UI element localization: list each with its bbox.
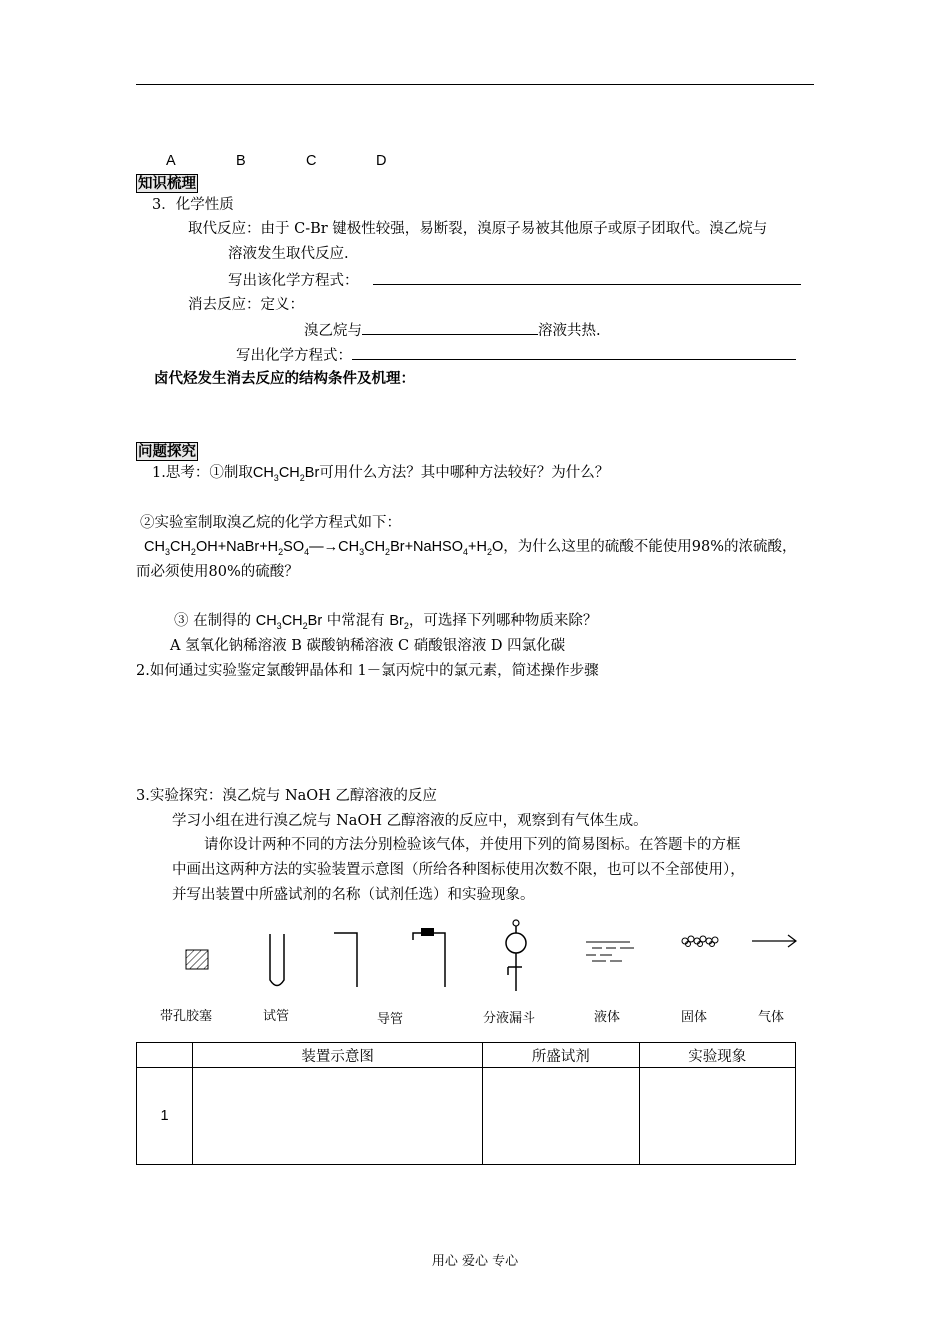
page-footer: 用心 爱心 专心	[431, 1254, 519, 1269]
question-1	[152, 464, 609, 482]
formula-ch3ch2br: $CH_3CH_2Br$	[252, 465, 320, 483]
icon-label-solid: 固体	[681, 1010, 708, 1025]
icon-label-liquid: 液体	[594, 1010, 621, 1025]
icon-label-test-tube: 试管	[263, 1009, 290, 1024]
answer-table	[136, 1042, 796, 1165]
mechanism-question: 卤代烃发生消去反应的结构条件及机理：	[154, 370, 415, 387]
elimination-line	[304, 320, 601, 340]
question-3-line2: 请你设计两种不同的方法分别检验该气体，并使用下列的简易图标。在答题卡的方框	[204, 837, 741, 853]
table-header-diagram: 装置示意图	[193, 1043, 483, 1068]
section-heading-knowledge: 知识梳理	[138, 175, 196, 192]
liquid-icon	[586, 942, 634, 961]
gas-arrow-icon	[752, 935, 796, 947]
q1-prefix: 1.思考：①制取	[152, 465, 253, 481]
table-header-reagent: 所盛试剂	[483, 1043, 639, 1068]
table-header-blank	[137, 1043, 193, 1068]
question-1c-options: A 氢氧化钠稀溶液 B 碳酸钠稀溶液 C 硝酸银溶液 D 四氯化碳	[170, 638, 566, 654]
reagent-blank[interactable]	[362, 320, 538, 335]
write-equation-2-label: 写出化学方程式：	[236, 348, 352, 364]
table-header-phenomenon: 实验现象	[639, 1043, 795, 1068]
funnel-icon	[506, 920, 526, 991]
tube-icon	[334, 933, 357, 987]
question-3-title: 3.实验探究：溴乙烷与 NaOH 乙醇溶液的反应	[136, 788, 437, 804]
equation-blank-2[interactable]	[352, 345, 796, 360]
table-row	[137, 1068, 796, 1165]
apparatus-icons	[130, 915, 810, 995]
formula-br2: $Br_2$	[389, 613, 409, 631]
table-cell-phenomenon[interactable]	[639, 1068, 795, 1165]
option-a: A	[166, 153, 176, 169]
icon-label-funnel: 分液漏斗	[483, 1011, 536, 1026]
question-1b: ②实验室制取溴乙烷的化学方程式如下：	[140, 515, 401, 531]
equation-line	[144, 538, 797, 556]
question-2: 2.如何通过实验鉴定氯酸钾晶体和 1－氯丙烷中的氯元素，简述操作步骤	[136, 663, 599, 679]
question-1b-line2: 而必须使用80%的硫酸？	[136, 564, 299, 580]
reaction-equation: $CH_3CH_2OH+NaBr+H_2SO_4―\to CH_3CH_2Br+NaHSO_4+H_2O$	[144, 539, 504, 557]
elimination-prefix: 溴乙烷与	[304, 323, 362, 339]
solid-icon	[682, 936, 718, 947]
equation-suffix: ，为什么这里的硫酸不能使用98%的浓硫酸，	[503, 539, 797, 555]
test-tube-icon	[270, 934, 284, 986]
question-3-line3: 中画出这两种方法的实验装置示意图（所给各种图标使用次数不限，也可以不全部使用），	[172, 862, 745, 878]
item3-title: 3．化学性质	[152, 197, 234, 213]
q1c-prefix: ③ 在制得的	[174, 613, 252, 629]
table-cell-index: 1	[137, 1068, 193, 1165]
question-1c	[174, 612, 597, 630]
write-equation-1	[228, 270, 801, 290]
option-b: B	[236, 153, 246, 169]
option-c: C	[306, 153, 317, 169]
q1c-middle: 中常混有	[326, 613, 385, 629]
elimination-suffix: 溶液共热.	[538, 323, 601, 339]
icon-label-gas: 气体	[758, 1010, 785, 1025]
section-heading-inquiry: 问题探究	[138, 443, 196, 460]
header-rule	[136, 84, 814, 85]
table-cell-reagent[interactable]	[483, 1068, 639, 1165]
substitution-line2: 溶液发生取代反应.	[228, 246, 349, 262]
elimination-def: 消去反应：定义：	[188, 297, 304, 313]
write-equation-1-label: 写出该化学方程式：	[228, 273, 359, 289]
icon-label-stopper: 带孔胶塞	[160, 1009, 213, 1024]
icon-label-tube: 导管	[377, 1012, 404, 1027]
q1c-suffix: ，可选择下列哪种物质来除？	[408, 613, 598, 629]
stopper-icon	[186, 950, 208, 969]
table-header-row	[137, 1043, 796, 1068]
table-cell-diagram[interactable]	[193, 1068, 483, 1165]
substitution-line1: 取代反应：由于 C-Br 键极性较强，易断裂，溴原子易被其他原子或原子团取代。溴乙烷与	[188, 221, 768, 237]
equation-blank-1[interactable]	[373, 270, 801, 285]
question-3-line1: 学习小组在进行溴乙烷与 NaOH 乙醇溶液的反应中，观察到有气体生成。	[172, 813, 648, 829]
write-equation-2	[236, 345, 796, 365]
option-d: D	[376, 153, 387, 169]
question-3-line4: 并写出装置中所盛试剂的名称（试剂任选）和实验现象。	[172, 887, 535, 903]
tube-stopper-icon	[413, 928, 445, 987]
q1-suffix: 可用什么方法？其中哪种方法较好？为什么？	[319, 465, 610, 481]
formula-ch3ch2br-2: $CH_3CH_2Br$	[255, 613, 323, 631]
